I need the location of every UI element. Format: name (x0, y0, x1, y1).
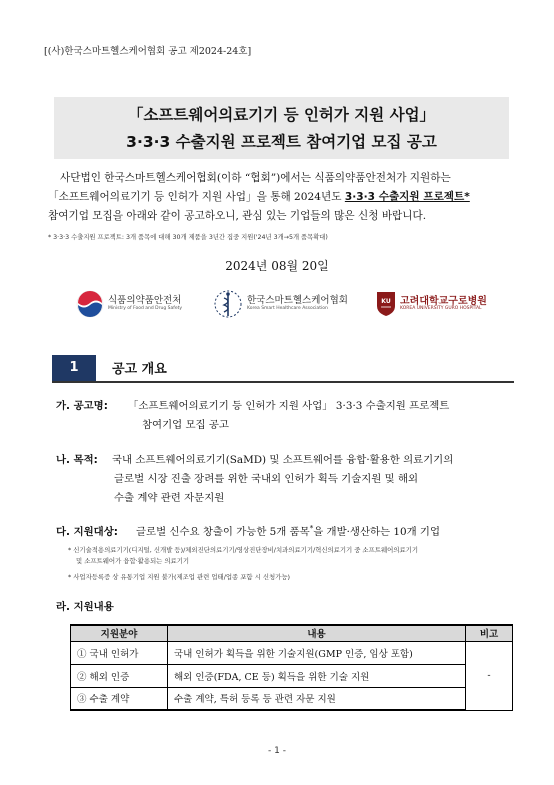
table-row (71, 641, 513, 664)
row-content: 수출 계약, 특허 등록 등 관련 자문 지원 (168, 687, 466, 710)
notice-date: 2024년 08월 20일 (225, 259, 329, 273)
intro-line-2-text: 「소프트웨어의료기기 등 인허가 지원 사업」을 통해 2024년도 (48, 191, 345, 203)
mfds-name: 식품의약품안전처 (108, 295, 182, 307)
row-content: 해외 인증(FDA, CE 등) 획득을 위한 기술 지원 (168, 664, 466, 687)
notice-number: [(사)한국스마트헬스케어협회 공고 제2024-24호] (44, 46, 252, 57)
guro-subname: KOREA UNIVERSITY GURO HOSPITAL (400, 306, 482, 312)
col-header-area: 지원분야 (71, 625, 168, 641)
project-footnote: * 3·3·3 수출지원 프로젝트: 3개 품목에 대해 30개 제품을 3년간 집중 지원('24년 3개→5개 품목확대) (48, 234, 328, 241)
row-area: ③ 수출 계약 (71, 687, 168, 710)
target-note-3: * 사업자등록증 상 유통기업 지원 불가(제조업 관련 업태/업종 포함 시 신청가능) (68, 573, 291, 581)
item-purpose (56, 451, 98, 466)
table-header-row (71, 625, 513, 641)
guro-logo (376, 286, 487, 322)
title-line-1: 「소프트웨어의료기기 등 인허가 지원 사업」 (127, 106, 436, 124)
target-note-2: 및 소프트웨어가 융합·활용되는 의료기기 (76, 557, 190, 565)
item-notice-name (56, 397, 108, 412)
support-table (70, 624, 513, 711)
kha-subname: Korea Smart Healthcare Association (247, 305, 328, 311)
caduceus-icon (213, 288, 243, 320)
item-a-label: 가. 공고명: (56, 400, 108, 412)
kha-name: 한국스마트헬스케어협회 (247, 295, 348, 307)
item-a-line-2: 참여기업 모집 공고 (142, 419, 229, 431)
target-note-1: * 신기술적용의료기기(디지털, 신개발 등)/체외진단의료기기/영상진단장비/치과의료기기/혁신의료기기 중 소프트웨어의료기기 (68, 546, 418, 554)
page-number: - 1 - (268, 746, 286, 756)
item-a-line-1: 「소프트웨어의료기기 등 인허가 지원 사업」 3·3·3 수출지원 프로젝트 (128, 400, 450, 412)
intro-line-2 (48, 189, 518, 204)
row-content: 국내 인허가 획득을 위한 기술지원(GMP 인증, 임상 포함) (168, 641, 466, 664)
title-box (54, 97, 509, 159)
section-header (52, 355, 514, 383)
guro-badge-text: KU (381, 298, 391, 305)
mfds-logo (76, 286, 182, 322)
item-c-label: 다. 지원대상: (56, 526, 118, 538)
row-note: - (466, 641, 513, 710)
col-header-note: 비고 (466, 625, 513, 641)
intro-line-3: 참여기업 모집을 아래와 같이 공고하오니, 관심 있는 기업들의 많은 신청 바랍니다. (48, 210, 427, 222)
item-b-line-2: 글로벌 시장 진출 장려를 위한 국내외 인허가 획득 기술지원 및 해외 (114, 473, 419, 485)
table-row (71, 664, 513, 687)
logo-row (0, 286, 554, 322)
intro-line-1: 사단법인 한국스마트헬스케어협회(이하 “협회”)에서는 식품의약품안전처가 지원하는 (60, 172, 451, 184)
project-name-emphasis: 3·3·3 수출지원 프로젝트* (344, 191, 470, 203)
item-b-label: 나. 목적: (56, 454, 98, 466)
item-c-sup: * (309, 524, 314, 533)
korea-univ-shield-icon (376, 291, 396, 317)
row-area: ② 해외 인증 (71, 664, 168, 687)
item-b-line-1: 국내 소프트웨어의료기기(SaMD) 및 소프트웨어를 융합·활용한 의료기기의 (112, 454, 454, 466)
table-row (71, 687, 513, 710)
item-c-text-post: 을 개발·생산하는 10개 기업 (313, 526, 440, 538)
item-b-line-3: 수출 계약 관련 자문지원 (114, 492, 225, 504)
section-number: 1 (52, 355, 96, 381)
item-support-content-label: 라. 지원내용 (56, 601, 114, 613)
item-target (56, 523, 118, 538)
title-line-2: 3·3·3 수출지원 프로젝트 참여기업 모집 공고 (126, 133, 437, 151)
mfds-subname: Ministry of Food and Drug Safety (108, 305, 183, 311)
mfds-emblem-icon (76, 290, 104, 318)
row-area: ① 국내 인허가 (71, 641, 168, 664)
col-header-content: 내용 (168, 625, 466, 641)
section-title: 공고 개요 (112, 362, 167, 377)
kha-logo (213, 286, 348, 322)
guro-name: 고려대학교구로병원 (400, 296, 487, 308)
item-c-text (136, 523, 440, 538)
item-c-text-pre: 글로벌 신수요 창출이 가능한 5개 품목 (136, 526, 310, 538)
